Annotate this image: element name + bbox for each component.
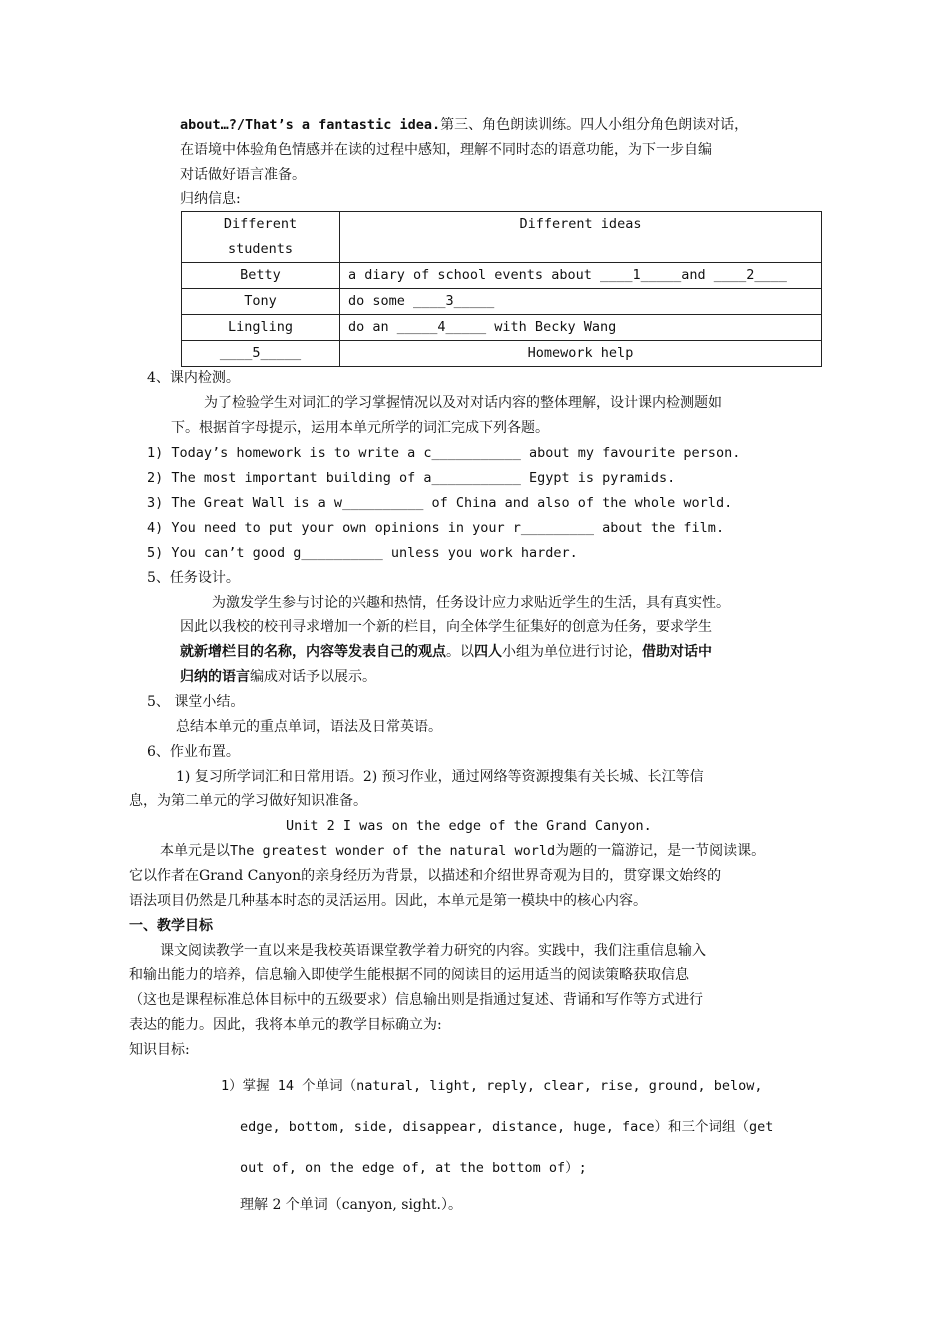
row-idea: do some ____3_____ (340, 289, 822, 315)
plain-text: 小组为单位进行讨论， (502, 644, 642, 660)
sec4-para-2: 下。根据首字母提示，运用本单元所学的词汇完成下列各题。 (171, 420, 549, 436)
exercise-item: 1) Today’s homework is to write a c___________ about my favourite person. (147, 445, 741, 461)
row-idea: a diary of school events about ____1_____and ____2____ (340, 263, 822, 289)
exercise-item: 4) You need to put your own opinions in your r_________ about the film. (147, 520, 725, 536)
row-student: ____5_____ (182, 341, 340, 367)
row-student: Lingling (182, 315, 340, 341)
table-header-row (182, 212, 822, 263)
knowledge-item-4: 理解 2 个单词（canyon, sight.）。 (240, 1197, 462, 1213)
sec4-para-1: 为了检验学生对词汇的学习掌握情况以及对对话内容的整体理解，设计课内检测题如 (204, 395, 722, 411)
emphasis-text: 借助对话中 (642, 644, 712, 660)
sec5-line-2: 因此以我校的校刊寻求增加一个新的栏目，向全体学生征集好的创意为任务，要求学生 (180, 619, 712, 635)
intro-line-2: 在语境中体验角色情感并在读的过程中感知，理解不同时态的语意功能，为下一步自编 (180, 142, 712, 158)
sec5b-line: 总结本单元的重点单词，语法及日常英语。 (176, 719, 442, 735)
summary-label: 归纳信息: (180, 191, 241, 207)
sec5b-title: 5、 课堂小结。 (147, 694, 245, 710)
knowledge-item-3: out of, on the edge of, at the bottom of）; (240, 1160, 587, 1176)
goals-line-2: 和输出能力的培养，信息输入即使学生能根据不同的阅读目的运用适当的阅读策略获取信息 (129, 967, 689, 983)
sec6-title: 6、作业布置。 (147, 744, 240, 760)
knowledge-item-2: edge, bottom, side, disappear, distance, huge, face）和三个词组（get (240, 1119, 774, 1135)
goals-line-4: 表达的能力。因此，我将本单元的教学目标确立为: (129, 1017, 442, 1033)
row-idea: Homework help (340, 341, 822, 367)
sec4-title: 4、课内检测。 (147, 370, 240, 386)
exercise-item: 2) The most important building of a___________ Egypt is pyramids. (147, 470, 676, 486)
unit2-title: Unit 2 I was on the edge of the Grand Canyon. (286, 818, 652, 834)
goals-heading: 一、教学目标 (129, 918, 213, 934)
table-row (182, 289, 822, 315)
unit2-para-1 (160, 841, 765, 861)
emphasis-text: 就新增栏目的名称，内容等发表自己的观点 (180, 644, 446, 660)
sec5-title: 5、任务设计。 (147, 570, 240, 586)
goals-line-3: （这也是课程标准总体目标中的五级要求）信息输出则是指通过复述、背诵和写作等方式进行 (129, 992, 703, 1008)
knowledge-label: 知识目标: (129, 1042, 190, 1058)
exercise-item: 3) The Great Wall is a w__________ of China and also of the whole world. (147, 495, 733, 511)
table-row (182, 263, 822, 289)
plain-text: 它以作者在 (129, 868, 199, 884)
english-phrase: The greatest wonder of the natural world (230, 843, 556, 859)
exercise-item: 5) You can’t good g__________ unless you work harder. (147, 545, 578, 561)
table-row (182, 341, 822, 367)
header-ideas: Different ideas (340, 212, 822, 263)
summary-table (181, 211, 822, 367)
plain-text: 。以 (446, 644, 474, 660)
emphasis-text: 归纳的语言 (180, 669, 250, 685)
table-row (182, 315, 822, 341)
sec5-line-4 (180, 667, 376, 687)
sec5-line-3 (180, 642, 712, 662)
unit2-para-2 (129, 866, 721, 886)
unit2-para-3: 语法项目仍然是几种基本时态的灵活运用。因此，本单元是第一模块中的核心内容。 (129, 893, 647, 909)
row-idea: do an _____4_____ with Becky Wang (340, 315, 822, 341)
english-phrase: Grand Canyon (199, 868, 302, 884)
sec6-line-1: 1) 复习所学词汇和日常用语。2) 预习作业，通过网络等资源搜集有关长城、长江等信 (176, 769, 704, 785)
header-students: Different students (182, 212, 340, 263)
intro-text: 第三、角色朗读训练。四人小组分角色朗读对话， (440, 117, 749, 133)
plain-text: 编成对话予以展示。 (250, 669, 376, 685)
plain-text: 为题的一篇游记，是一节阅读课。 (555, 843, 766, 859)
intro-phrase: about…?/That’s a fantastic idea. (180, 117, 441, 133)
row-student: Betty (182, 263, 340, 289)
goals-line-1: 课文阅读教学一直以来是我校英语课堂教学着力研究的内容。实践中，我们注重信息输入 (160, 943, 706, 959)
knowledge-item-1: 1）掌握 14 个单词（natural, light, reply, clear, rise, ground, below, (221, 1078, 763, 1094)
intro-line-3: 对话做好语言准备。 (180, 167, 306, 183)
emphasis-text: 四人 (474, 644, 502, 660)
sec6-line-2: 息，为第二单元的学习做好知识准备。 (129, 793, 367, 809)
intro-line-1 (180, 115, 748, 135)
plain-text: 的亲身经历为背景，以描述和介绍世界奇观为目的，贯穿课文始终的 (301, 868, 722, 884)
plain-text: 本单元是以 (160, 843, 230, 859)
sec5-line-1: 为激发学生参与讨论的兴趣和热情，任务设计应力求贴近学生的生活，具有真实性。 (212, 595, 730, 611)
row-student: Tony (182, 289, 340, 315)
